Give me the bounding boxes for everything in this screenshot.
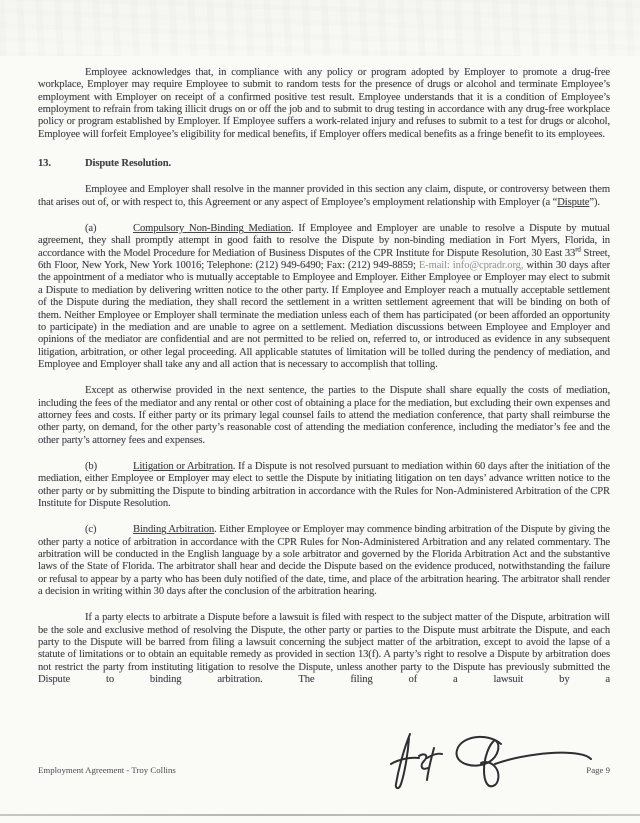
text-run: . If a Dispute is not resolved pursuant to mediation within 60 days after the initiation of the mediation, either Employee or Employer may elect to settle the Dispute by initiating litigation on ten days’ advance written notice to the other party or by submitting the Dispute to binding arbitration in accordance with the Rules for Non-Administered Arbitration of the CPR Institute for Dispute Resolution.: [38, 460, 611, 509]
clause-title: Binding Arbitration: [133, 524, 215, 536]
handwritten-signature-initials-icon: [383, 728, 603, 798]
text-run: rd: [575, 245, 581, 254]
text-run: . Either Employee or Employer may commence binding arbitration of the Dispute by giving the other party a notice of arbitration in accordance with the CPR Rules for Non-Administered Arbitration and any related commentary. The arbitration will be conducted in the English language by a sole arbitrator and governed by the Florida Arbitration Act and the substantive laws of the State of Florida. The arbitrator shall hear and decide the Dispute based on the evidence produced, notwithstanding the failure or refusal to appear by a party who has been duly notified of the date, time, and place of the arbitration hearing. The arbitrator shall render a decision in writing within 30 days after the conclusion of the arbitration hearing.: [38, 524, 610, 598]
email-text: E-mail: info@cpradr.org,: [418, 260, 524, 272]
section-heading: [38, 158, 610, 170]
text-run: . If Employee and Employer are unable to resolve a Dispute by mutual agreement, they shall promptly attempt in good faith to resolve the Dispute by non-binding mediation in Fort Myers, Florida, in accordance with the Model Procedure for Mediation of Business Disputes of the CPR Institute for Dispute Resolution, 30 East 33: [38, 223, 610, 259]
text-run: within 30 days after the appointment of a mediator who is mutually acceptable to Employee and Employer. Either Employee or Employer may elect to submit a Dispute to mediation by delivering written notice to the other party. If Employee and Employer reach a mutually acceptable settlement of the Dispute during the mediation, they shall record the settlement in a written settlement agreement that will be binding on both of them. Neither Employee or Employer shall terminate the mediation unless each of them has participated (or been afforded an opportunity to participate) in the mediation and are unable to agree on a settlement. Mediation discussions between Employee and Employer and opinions of the mediator are confidential and are not permitted to be relied on, referred to, or introduced as evidence in any subsequent litigation, arbitration, or other legal proceeding. All applicable statutes of limitation will be tolled during the pendency of mediation, and Employee and Employer shall take any and all action that is necessary to accomplish that tolling.: [38, 260, 610, 370]
section-number: 13.: [38, 158, 51, 170]
paragraph: [38, 524, 610, 598]
text-run: Except as otherwise provided in the next sentence, the parties to the Dispute shall share equally the costs of mediation, including the fees of the mediator and any rental or other cost of obtaining a place for the mediation, but excluding their own expenses and attorney fees and costs. If either party or its primary legal counsel fails to attend the mediation conference, that party shall reimburse the other party, on demand, for the other party’s reasonable cost of attending the mediation conference, including the mediator’s fee and the other party’s attorney fees and expenses.: [38, 385, 610, 446]
clause-marker: (c): [85, 524, 97, 536]
text-run: Street, 6th Floor, New York, New York 10016; Telephone: (212) 949-6490; Fax: (212) 949-8859;: [38, 247, 610, 272]
paragraph: [38, 612, 610, 686]
text-run: ”).: [589, 196, 600, 208]
scan-edge-line: [0, 814, 640, 816]
document-body: [38, 67, 610, 686]
clause-title: Dispute: [557, 196, 590, 208]
clause-marker: (b): [85, 460, 97, 472]
paragraph: [38, 184, 610, 209]
text-run: Employee and Employer shall resolve in the manner provided in this section any claim, dispute, or controversy between them that arises out of, or with respect to, this Agreement or any aspect of Employee’s employment relationship with Employer (a “: [38, 184, 610, 208]
clause-title: Litigation or Arbitration: [133, 460, 233, 472]
paragraph: [38, 223, 610, 371]
clause-title: Compulsory Non-Binding Mediation: [133, 223, 291, 235]
paragraph: [38, 385, 610, 447]
clause-marker: (a): [85, 223, 97, 235]
paragraph: [38, 461, 610, 510]
footer-document-title: Employment Agreement - Troy Collins: [38, 765, 176, 775]
paragraph: [38, 67, 610, 141]
footer-page-number: Page 9: [586, 765, 610, 775]
scan-texture-band: [0, 0, 640, 56]
text-run: Employee acknowledges that, in compliance with any policy or program adopted by Employer to promote a drug-free workplace, Employer may require Employee to submit to random tests for the presence of drugs or alcohol and terminate Employee’s employment with Employer on receipt of a confirmed positive test result. Employee understands that it is a condition of Employee’s employment to refrain from taking illicit drugs on or off the job and to submit to drug testing in accordance with any drug-free workplace policy or program established by Employer. If Employee suffers a work-related injury and refuses to submit to a test for drugs or alcohol, Employee will forfeit Employee’s eligibility for medical benefits, if Employer offers medical benefits as a fringe benefit to its employees.: [38, 67, 610, 140]
text-run: If a party elects to arbitrate a Dispute before a lawsuit is filed with respect to the subject matter of the Dispute, arbitration will be the sole and exclusive method of resolving the Dispute, the other party or parties to the Dispute must arbitrate the Dispute, and each party to the Dispute will be barred from filing a lawsuit concerning the subject matter of the arbitration, except to avoid the lapse of a statute of limitations or to obtain an equitable remedy as provided in section 13(f). A party’s right to resolve a Dispute by arbitration does not restrict the party from instituting litigation to resolve the Dispute, unless another party to the Dispute has previously submitted the Dispute to binding arbitration. The filing of a lawsuit by a: [38, 612, 610, 686]
section-title: Dispute Resolution.: [85, 158, 172, 170]
page-footer: [38, 765, 610, 779]
